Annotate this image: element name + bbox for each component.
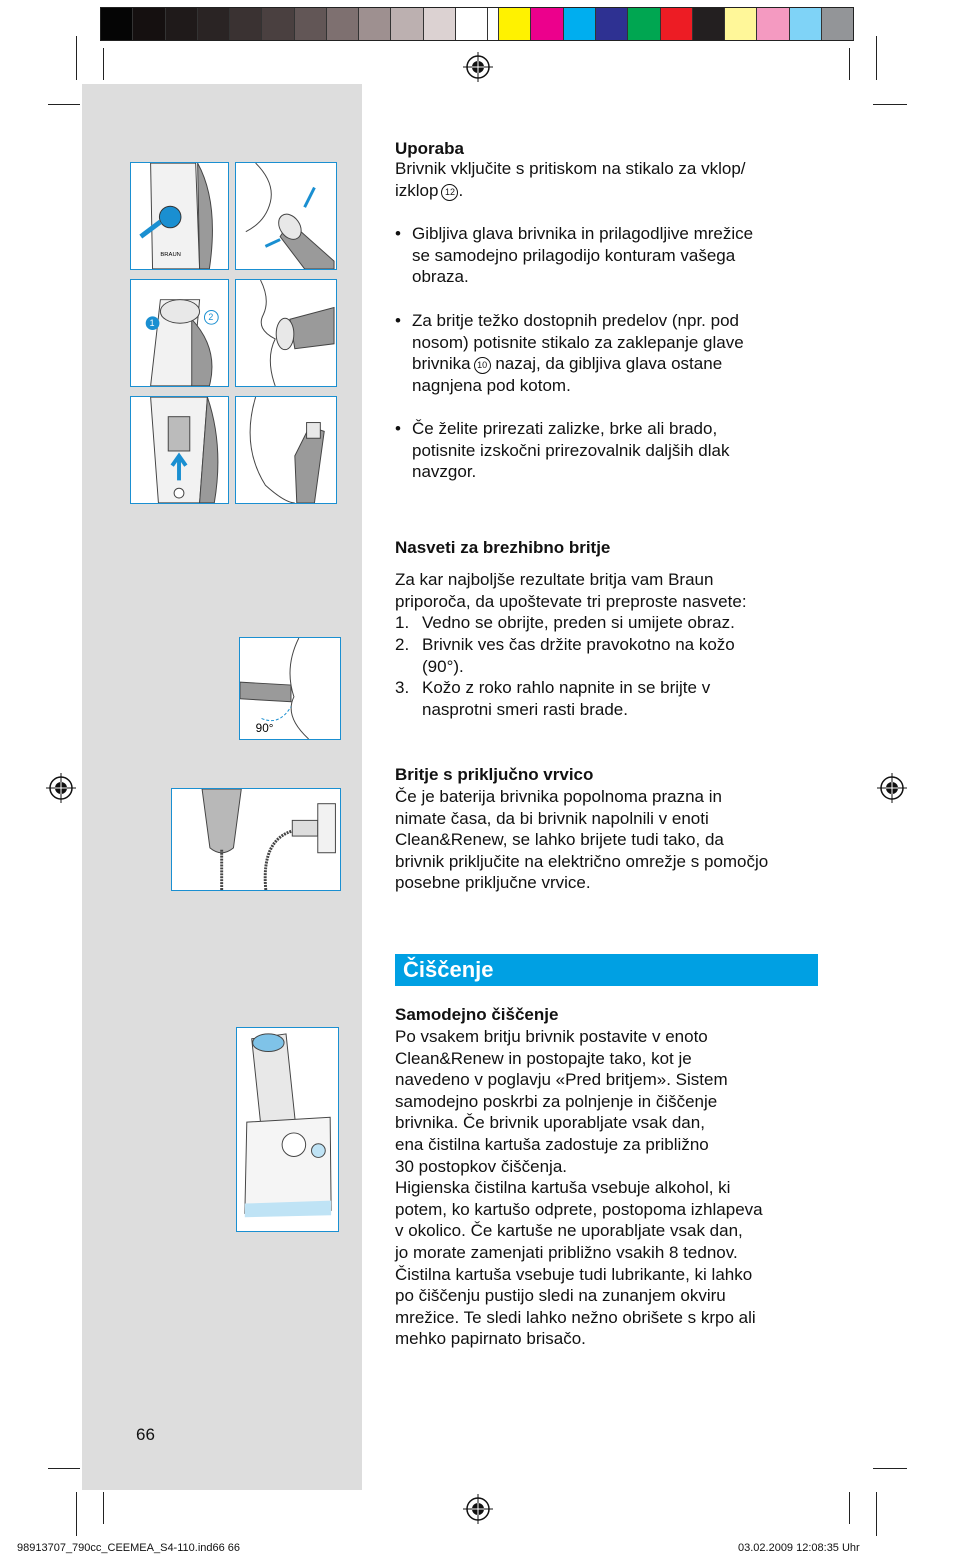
cleaning-text-line: potem, ko kartušo odprete, postopoma izhlapeva [395, 1199, 763, 1219]
figure-flexible-head [235, 162, 337, 270]
color-calibration-bar [100, 7, 854, 41]
color-swatch [456, 8, 488, 40]
crop-mark [48, 104, 80, 105]
color-swatch [198, 8, 230, 40]
crop-mark [876, 36, 877, 80]
figure-trimmer-up [130, 396, 229, 504]
color-swatch [133, 8, 165, 40]
cleaning-text-line: Čistilna kartuša vsebuje tudi lubrikante, ki lahko [395, 1264, 753, 1284]
cleaning-text-line: Clean&Renew in postopajte tako, kot je [395, 1048, 692, 1068]
usage-heading: Uporaba [395, 139, 464, 158]
figure-shaving-angle [239, 637, 341, 740]
figure-switch-on [130, 162, 229, 270]
crop-mark [876, 1492, 877, 1536]
cord-heading: Britje s priključno vrvico [395, 765, 594, 784]
color-swatch [359, 8, 391, 40]
color-swatch [531, 8, 563, 40]
registration-mark-icon [877, 773, 907, 803]
ref-10-icon: 10 [474, 357, 491, 374]
figure-lock-head [130, 279, 229, 387]
color-swatch [661, 8, 693, 40]
figure-cord-connection [171, 788, 341, 891]
tips-intro: Za kar najboljše rezultate britja vam Braun priporoča, da upoštevate tri preproste nasvete: [395, 570, 747, 611]
crop-mark [103, 48, 104, 80]
cleaning-text-line: Po vsakem britju brivnik postavite v enoto [395, 1027, 708, 1046]
usage-bullet-3: • Če želite prirezati zalizke, brke ali brado, potisnite izskočni prirezovalnik daljših dlak navzgor. [395, 419, 730, 482]
tips-item-3: 3. Kožo z roko rahlo napnite in se brijte v nasprotni smeri rasti brade. [395, 678, 711, 719]
color-swatch [822, 8, 853, 40]
cleaning-heading: Samodejno čiščenje [395, 1005, 559, 1024]
crop-mark [76, 36, 77, 80]
tips-item-2: 2. Brivnik ves čas držite pravokotno na kožo (90°). [395, 635, 735, 676]
color-swatch [295, 8, 327, 40]
tips-heading: Nasveti za brezhibno britje [395, 538, 611, 557]
usage-text: Brivnik vključite s pritiskom na stikalo za vklop/ izklop 12 . [395, 159, 746, 200]
cleaning-text [395, 1026, 820, 1350]
figure-trimming-sideburns [235, 396, 337, 504]
color-swatch [230, 8, 262, 40]
color-swatch [790, 8, 822, 40]
crop-mark [103, 1492, 104, 1524]
crop-mark [76, 1492, 77, 1536]
svg-text:2: 2 [208, 312, 214, 323]
cleaning-text-line: mehko papirnato brisačo. [395, 1329, 586, 1349]
cleaning-text-line: Higienska čistilna kartuša vsebuje alkohol, ki [395, 1178, 731, 1198]
cleaning-text-line: mrežice. Te sledi lahko nežno obrišete s krpo ali [395, 1307, 756, 1327]
footer-timestamp: 03.02.2009 12:08:35 Uhr [738, 1542, 860, 1554]
color-swatch [262, 8, 294, 40]
color-swatch [424, 8, 456, 40]
figure-shave-under-nose [235, 279, 337, 387]
cleaning-text-line: brivnika. Če brivnik uporabljate vsak dan, [395, 1113, 705, 1133]
registration-mark-icon [463, 1494, 493, 1524]
page-number: 66 [136, 1425, 155, 1444]
color-swatch [499, 8, 531, 40]
color-swatch [596, 8, 628, 40]
color-swatch [391, 8, 423, 40]
tips-item-1: 1. Vedno se obrijte, preden si umijete obraz. [395, 613, 735, 632]
color-swatch [327, 8, 359, 40]
color-swatch [757, 8, 789, 40]
crop-mark [849, 48, 850, 80]
svg-text:1: 1 [149, 318, 155, 329]
crop-mark [873, 1468, 907, 1469]
cleaning-text-line: po čiščenju pustijo sledi na zunanjem okviru [395, 1286, 726, 1306]
color-swatch [628, 8, 660, 40]
crop-mark [48, 1468, 80, 1469]
color-swatch [101, 8, 133, 40]
crop-mark [873, 104, 907, 105]
crop-mark [849, 1492, 850, 1524]
registration-mark-icon [463, 52, 493, 82]
figure-clean-renew-station [236, 1027, 339, 1232]
brand-logo: BRAUN [160, 252, 181, 259]
usage-bullet-1: • Gibljiva glava brivnika in prilagodljive mrežice se samodejno prilagodijo konturam vašega obraza. [395, 224, 754, 287]
cleaning-text-line: v okolico. Če kartuše ne uporabljate vsak dan, [395, 1221, 743, 1241]
usage-bullet-2: • Za britje težko dostopnih predelov (npr. pod nosom) potisnite stikalo za zaklepanje glave brivnika 10 nazaj, da gibljiva glava ostane nagnjena pod kotom. [395, 311, 744, 395]
color-swatch [693, 8, 725, 40]
section-title-cleaning: Čiščenje [395, 954, 818, 986]
footer-file-info: 98913707_790cc_CEEMEA_S4-110.ind66 66 [17, 1542, 241, 1554]
color-swatch [564, 8, 596, 40]
cleaning-text-line: navedeno v poglavju «Pred britjem». Sistem [395, 1070, 728, 1090]
cord-text: Če je baterija brivnika popolnoma prazna in nimate časa, da bi brivnik napolnili v enoti Clean&Renew, se lahko brijete tudi tako, da brivnik priključite na električno omrežje s pomočjo posebne priključne vrvice. [395, 787, 769, 893]
color-swatch [166, 8, 198, 40]
color-bar-gap [488, 8, 499, 40]
color-swatch [725, 8, 757, 40]
cleaning-text-line: ena čistilna kartuša zadostuje za približno [395, 1134, 709, 1154]
cleaning-text-line: samodejno poskrbi za polnjenje in čiščenje [395, 1091, 718, 1111]
angle-label: 90° [255, 722, 274, 736]
cleaning-text-line: jo morate zamenjati približno vsakih 8 tednov. [395, 1242, 738, 1262]
ref-12-icon: 12 [441, 184, 458, 201]
registration-mark-icon [46, 773, 76, 803]
cleaning-text-line: 30 postopkov čiščenja. [395, 1156, 567, 1176]
